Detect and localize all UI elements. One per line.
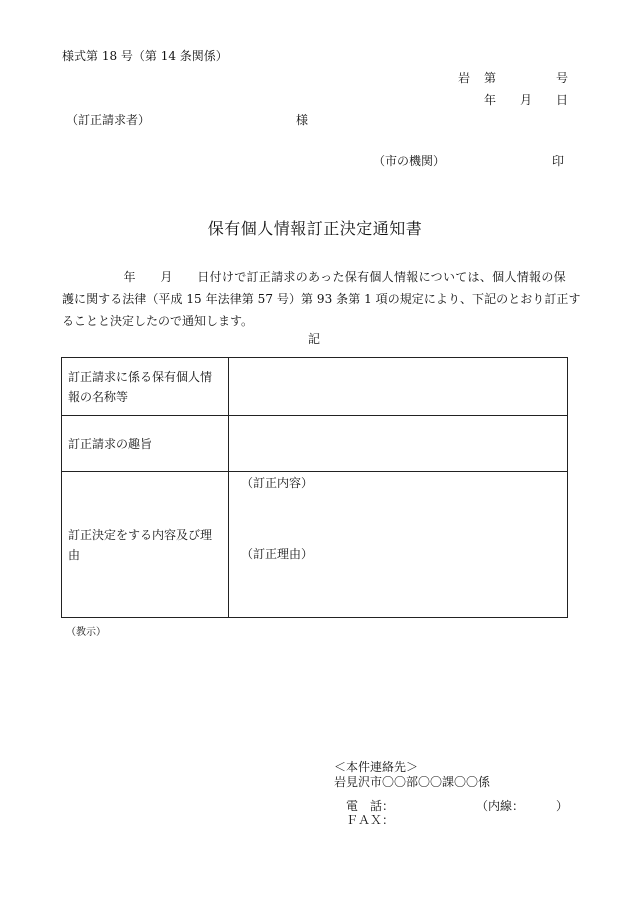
form-id: 様式第 18 号（第 14 条関係） [62, 49, 228, 63]
contact-fax-label: ＦＡＸ： [346, 813, 395, 827]
seal-mark: 印 [552, 154, 565, 168]
requester-suffix: 様 [296, 113, 309, 127]
requester-label: （訂正請求者） [66, 113, 151, 127]
agency-label: （市の機関） [373, 154, 446, 168]
row-label-decision [62, 472, 229, 618]
contact-extension-label: （内線： [476, 799, 525, 813]
row-label-line: 由 [68, 547, 81, 562]
date-day: 日 [556, 93, 569, 107]
request-purpose-value[interactable] [229, 416, 568, 472]
notice-line-1: 年 月 日付けで訂正請求のあった保有個人情報については、個人情報の保 [62, 270, 566, 284]
record-table [61, 357, 568, 618]
number-dai: 第 [484, 71, 497, 85]
row-label-line: 訂正決定をする内容及び理 [68, 527, 213, 542]
correction-content-label: （訂正内容） [241, 476, 314, 490]
number-go: 号 [556, 71, 569, 85]
number-prefix: 岩 [458, 71, 471, 85]
notice-line-2: 護に関する法律（平成 15 年法律第 57 号）第 93 条第 1 項の規定により、下記のとおり訂正す [62, 292, 581, 306]
page-title: 保有個人情報訂正決定通知書 [207, 219, 423, 238]
table-row [62, 472, 568, 618]
contact-office: 岩見沢市〇〇部〇〇課〇〇係 [334, 775, 491, 789]
ki-heading: 記 [308, 332, 321, 346]
row-label-request-purpose: 訂正請求の趣旨 [62, 416, 229, 472]
date-month: 月 [520, 93, 533, 107]
date-year: 年 [484, 93, 497, 107]
notice-body [62, 266, 581, 332]
row-label-line: 訂正請求に係る保有個人情 [68, 369, 213, 384]
correction-reason-label: （訂正理由） [241, 547, 314, 561]
table-row [62, 358, 568, 416]
notice-line-3: ることと決定したので通知します。 [62, 314, 254, 328]
row-label-item-name [62, 358, 229, 416]
contact-extension-close: ） [556, 799, 569, 813]
item-name-value[interactable] [229, 358, 568, 416]
contact-phone-label: 電 話： [346, 799, 395, 813]
contact-heading: ＜本件連絡先＞ [334, 760, 419, 774]
row-label-line: 報の名称等 [68, 389, 129, 404]
instruction-label: （教示） [66, 627, 106, 638]
decision-value[interactable] [229, 472, 568, 618]
table-row [62, 416, 568, 472]
